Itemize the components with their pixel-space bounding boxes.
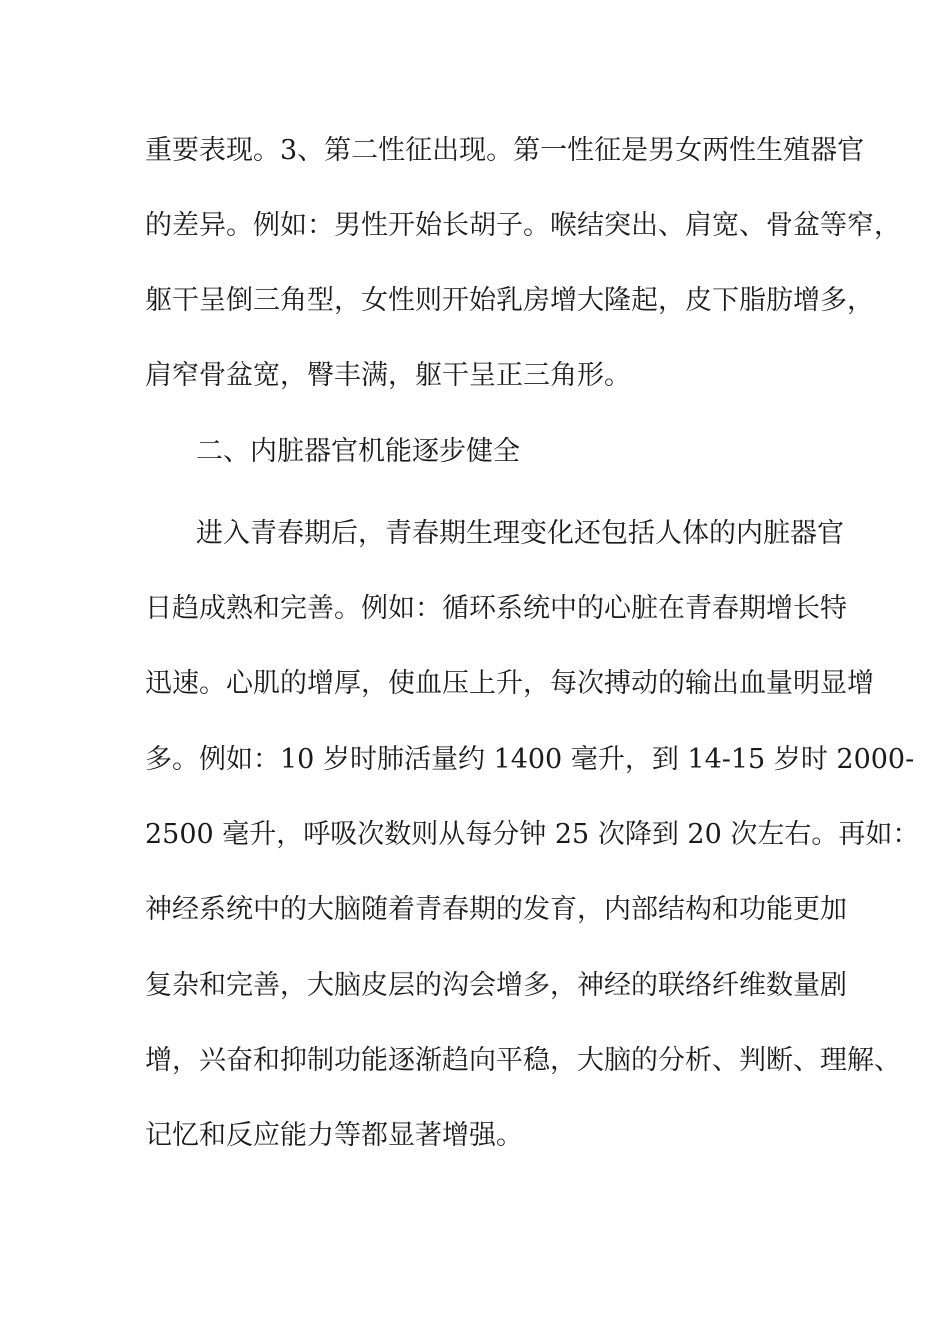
paragraph-line: 迅速。心肌的增厚，使血压上升，每次搏动的输出血量明显增 [145,668,874,699]
paragraph-line: 复杂和完善，大脑皮层的沟会增多，神经的联络纤维数量剧 [145,970,847,1001]
paragraph-line: 躯干呈倒三角型，女性则开始乳房增大隆起，皮下脂肪增多， [145,285,874,316]
paragraph-line: 重要表现。3、第二性征出现。第一性征是男女两性生殖器官 [145,135,865,166]
paragraph-line: 的差异。例如：男性开始长胡子。喉结突出、肩宽、骨盆等窄， [145,210,901,241]
paragraph-line: 进入青春期后，青春期生理变化还包括人体的内脏器官 [196,518,844,549]
paragraph-line: 神经系统中的大脑随着青春期的发育，内部结构和功能更加 [145,894,847,925]
paragraph-line: 多。例如：10 岁时肺活量约 1400 毫升，到 14-15 岁时 2000- [145,744,915,775]
paragraph-line: 记忆和反应能力等都显著增强。 [145,1120,523,1151]
section-heading: 二、内脏器官机能逐步健全 [196,436,520,467]
paragraph-line: 2500 毫升，呼吸次数则从每分钟 25 次降到 20 次左右。再如： [145,819,920,850]
paragraph-line: 日趋成熟和完善。例如：循环系统中的心脏在青春期增长特 [145,593,847,624]
paragraph-line: 肩窄骨盆宽，臀丰满，躯干呈正三角形。 [145,360,631,391]
paragraph-line: 增，兴奋和抑制功能逐渐趋向平稳，大脑的分析、判断、理解、 [145,1045,901,1076]
